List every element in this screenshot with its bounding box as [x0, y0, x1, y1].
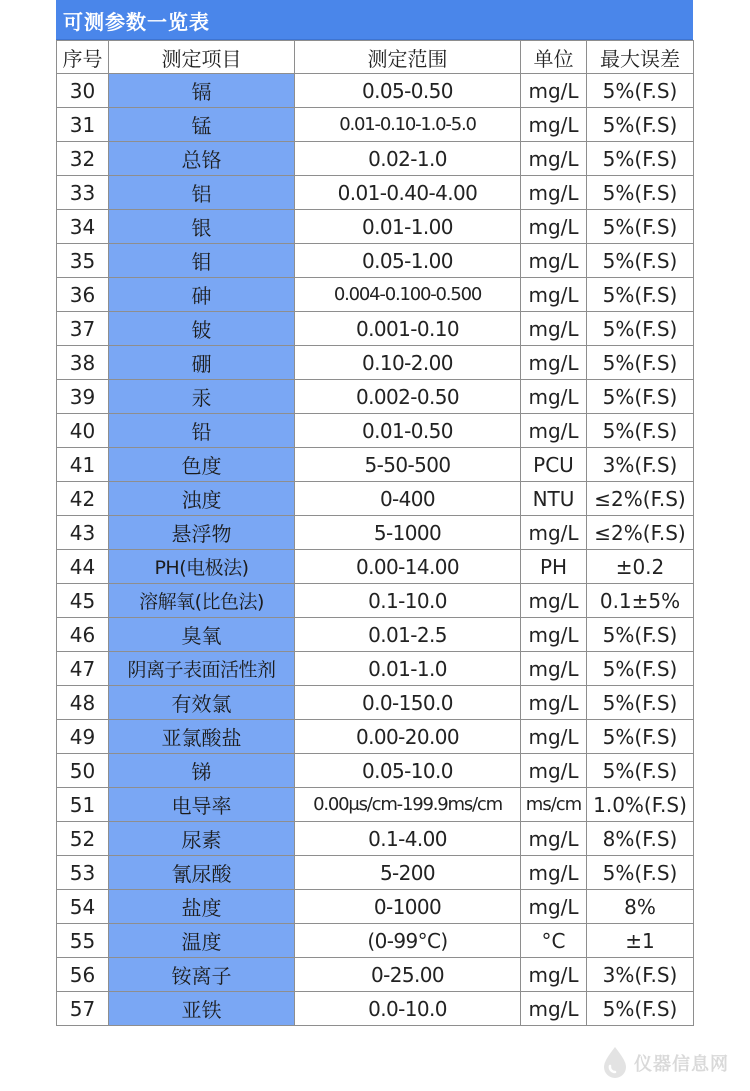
cell-error: 5%(F.S) [587, 686, 694, 720]
cell-unit: mg/L [521, 74, 587, 108]
cell-range: 0.10-2.00 [295, 346, 521, 380]
cell-item: 锑 [109, 754, 295, 788]
cell-error: 8%(F.S) [587, 822, 694, 856]
table-row [57, 210, 694, 244]
cell-unit: ms/cm [521, 788, 587, 822]
cell-range: 0.002-0.50 [295, 380, 521, 414]
cell-no: 46 [57, 618, 109, 652]
table-row [57, 278, 694, 312]
table-row [57, 992, 694, 1026]
table-row [57, 890, 694, 924]
cell-item: 铅 [109, 414, 295, 448]
cell-no: 44 [57, 550, 109, 584]
cell-no: 55 [57, 924, 109, 958]
cell-item: 尿素 [109, 822, 295, 856]
cell-unit: mg/L [521, 142, 587, 176]
cell-no: 36 [57, 278, 109, 312]
table-row [57, 550, 694, 584]
cell-unit: mg/L [521, 108, 587, 142]
cell-error: 5%(F.S) [587, 856, 694, 890]
cell-error: 5%(F.S) [587, 754, 694, 788]
table-row [57, 516, 694, 550]
cell-range: 0.01-1.00 [295, 210, 521, 244]
cell-error: 5%(F.S) [587, 278, 694, 312]
instrument-network-logo-icon [598, 1044, 632, 1078]
cell-unit: mg/L [521, 992, 587, 1026]
cell-no: 43 [57, 516, 109, 550]
cell-error: 5%(F.S) [587, 176, 694, 210]
cell-no: 48 [57, 686, 109, 720]
cell-item: 溶解氧(比色法) [109, 584, 295, 618]
table-row [57, 244, 694, 278]
cell-item: 铝 [109, 176, 295, 210]
cell-unit: °C [521, 924, 587, 958]
table-title: 可测参数一览表 [63, 10, 210, 34]
table-row [57, 482, 694, 516]
cell-unit: mg/L [521, 516, 587, 550]
cell-unit: mg/L [521, 720, 587, 754]
cell-error: ±1 [587, 924, 694, 958]
cell-item: 亚氯酸盐 [109, 720, 295, 754]
cell-error: 5%(F.S) [587, 244, 694, 278]
cell-item: 银 [109, 210, 295, 244]
table-row [57, 74, 694, 108]
header-unit: 单位 [521, 41, 587, 74]
cell-unit: mg/L [521, 176, 587, 210]
cell-range: 0.05-1.00 [295, 244, 521, 278]
cell-unit: NTU [521, 482, 587, 516]
cell-item: 硼 [109, 346, 295, 380]
cell-error: 0.1±5% [587, 584, 694, 618]
cell-range: 0.0-10.0 [295, 992, 521, 1026]
cell-unit: mg/L [521, 346, 587, 380]
cell-unit: mg/L [521, 380, 587, 414]
cell-range: 0.1-4.00 [295, 822, 521, 856]
header-no: 序号 [57, 41, 109, 74]
cell-range: 0.00-14.00 [295, 550, 521, 584]
cell-item: 臭氧 [109, 618, 295, 652]
cell-range: 0.00-20.00 [295, 720, 521, 754]
table-row [57, 958, 694, 992]
cell-item: 铍 [109, 312, 295, 346]
cell-no: 52 [57, 822, 109, 856]
cell-range: 0.01-2.5 [295, 618, 521, 652]
parameter-table [56, 40, 694, 1026]
cell-unit: mg/L [521, 822, 587, 856]
table-row [57, 822, 694, 856]
watermark-text: 仪器信息网 [634, 1054, 729, 1075]
cell-no: 42 [57, 482, 109, 516]
cell-unit: mg/L [521, 958, 587, 992]
table-row [57, 584, 694, 618]
cell-unit: mg/L [521, 584, 587, 618]
cell-range: 0.001-0.10 [295, 312, 521, 346]
cell-no: 49 [57, 720, 109, 754]
cell-range: 0-400 [295, 482, 521, 516]
cell-no: 31 [57, 108, 109, 142]
cell-no: 47 [57, 652, 109, 686]
cell-item: 亚铁 [109, 992, 295, 1026]
cell-range: 0.05-10.0 [295, 754, 521, 788]
cell-unit: PCU [521, 448, 587, 482]
cell-error: 5%(F.S) [587, 74, 694, 108]
cell-error: 3%(F.S) [587, 448, 694, 482]
cell-error: 1.0%(F.S) [587, 788, 694, 822]
cell-error: 5%(F.S) [587, 414, 694, 448]
cell-unit: mg/L [521, 312, 587, 346]
cell-error: 5%(F.S) [587, 142, 694, 176]
cell-item: 总铬 [109, 142, 295, 176]
cell-range: 5-200 [295, 856, 521, 890]
table-row [57, 856, 694, 890]
cell-error: 5%(F.S) [587, 618, 694, 652]
cell-item: 悬浮物 [109, 516, 295, 550]
table-row [57, 176, 694, 210]
cell-range: 5-1000 [295, 516, 521, 550]
table-row [57, 380, 694, 414]
cell-range: 0.00μs/cm-199.9ms/cm [295, 788, 521, 822]
cell-item: 色度 [109, 448, 295, 482]
cell-no: 34 [57, 210, 109, 244]
table-row [57, 414, 694, 448]
cell-range: 0.0-150.0 [295, 686, 521, 720]
cell-item: 电导率 [109, 788, 295, 822]
cell-no: 37 [57, 312, 109, 346]
cell-no: 45 [57, 584, 109, 618]
watermark [598, 1042, 748, 1082]
cell-range: 0.1-10.0 [295, 584, 521, 618]
cell-error: 5%(F.S) [587, 652, 694, 686]
table-row [57, 142, 694, 176]
cell-item: 阴离子表面活性剂 [109, 652, 295, 686]
cell-item: PH(电极法) [109, 550, 295, 584]
table-header-row [57, 41, 694, 74]
header-range: 测定范围 [295, 41, 521, 74]
cell-error: ≤2%(F.S) [587, 516, 694, 550]
cell-unit: mg/L [521, 754, 587, 788]
cell-unit: mg/L [521, 856, 587, 890]
cell-no: 50 [57, 754, 109, 788]
cell-error: 5%(F.S) [587, 346, 694, 380]
cell-error: 5%(F.S) [587, 380, 694, 414]
cell-range: 0.01-1.0 [295, 652, 521, 686]
cell-no: 40 [57, 414, 109, 448]
cell-unit: mg/L [521, 244, 587, 278]
cell-range: 0.01-0.40-4.00 [295, 176, 521, 210]
cell-error: ±0.2 [587, 550, 694, 584]
table-row [57, 924, 694, 958]
cell-unit: mg/L [521, 652, 587, 686]
table-row [57, 618, 694, 652]
cell-error: 5%(F.S) [587, 992, 694, 1026]
cell-error: 8% [587, 890, 694, 924]
table-row [57, 720, 694, 754]
cell-item: 砷 [109, 278, 295, 312]
table-row [57, 108, 694, 142]
cell-item: 盐度 [109, 890, 295, 924]
table-row [57, 312, 694, 346]
table-row [57, 652, 694, 686]
cell-no: 33 [57, 176, 109, 210]
cell-item: 有效氯 [109, 686, 295, 720]
cell-item: 温度 [109, 924, 295, 958]
cell-item: 锰 [109, 108, 295, 142]
header-error: 最大误差 [587, 41, 694, 74]
cell-no: 57 [57, 992, 109, 1026]
cell-error: 5%(F.S) [587, 210, 694, 244]
table-body [57, 74, 694, 1026]
header-item: 测定项目 [109, 41, 295, 74]
table-row [57, 754, 694, 788]
cell-range: 0.004-0.100-0.500 [295, 278, 521, 312]
cell-no: 41 [57, 448, 109, 482]
cell-item: 浊度 [109, 482, 295, 516]
cell-unit: mg/L [521, 210, 587, 244]
table-row [57, 788, 694, 822]
cell-unit: mg/L [521, 686, 587, 720]
cell-range: 0-25.00 [295, 958, 521, 992]
cell-unit: mg/L [521, 278, 587, 312]
cell-no: 30 [57, 74, 109, 108]
cell-no: 35 [57, 244, 109, 278]
cell-error: 5%(F.S) [587, 108, 694, 142]
cell-range: 0.05-0.50 [295, 74, 521, 108]
cell-error: 5%(F.S) [587, 720, 694, 754]
cell-no: 39 [57, 380, 109, 414]
cell-no: 38 [57, 346, 109, 380]
cell-error: 5%(F.S) [587, 312, 694, 346]
cell-error: 3%(F.S) [587, 958, 694, 992]
cell-no: 54 [57, 890, 109, 924]
table-row [57, 346, 694, 380]
cell-unit: PH [521, 550, 587, 584]
cell-item: 镉 [109, 74, 295, 108]
cell-unit: mg/L [521, 414, 587, 448]
cell-error: ≤2%(F.S) [587, 482, 694, 516]
cell-no: 32 [57, 142, 109, 176]
cell-range: 0.02-1.0 [295, 142, 521, 176]
cell-range: 0.01-0.50 [295, 414, 521, 448]
cell-unit: mg/L [521, 618, 587, 652]
cell-range: 0.01-0.10-1.0-5.0 [295, 108, 521, 142]
cell-item: 氰尿酸 [109, 856, 295, 890]
cell-range: 5-50-500 [295, 448, 521, 482]
table-title-bar [56, 0, 693, 40]
table-row [57, 686, 694, 720]
cell-item: 汞 [109, 380, 295, 414]
cell-no: 51 [57, 788, 109, 822]
cell-item: 铵离子 [109, 958, 295, 992]
cell-item: 钼 [109, 244, 295, 278]
cell-no: 53 [57, 856, 109, 890]
cell-range: (0-99°C) [295, 924, 521, 958]
cell-unit: mg/L [521, 890, 587, 924]
table-row [57, 448, 694, 482]
cell-no: 56 [57, 958, 109, 992]
cell-range: 0-1000 [295, 890, 521, 924]
